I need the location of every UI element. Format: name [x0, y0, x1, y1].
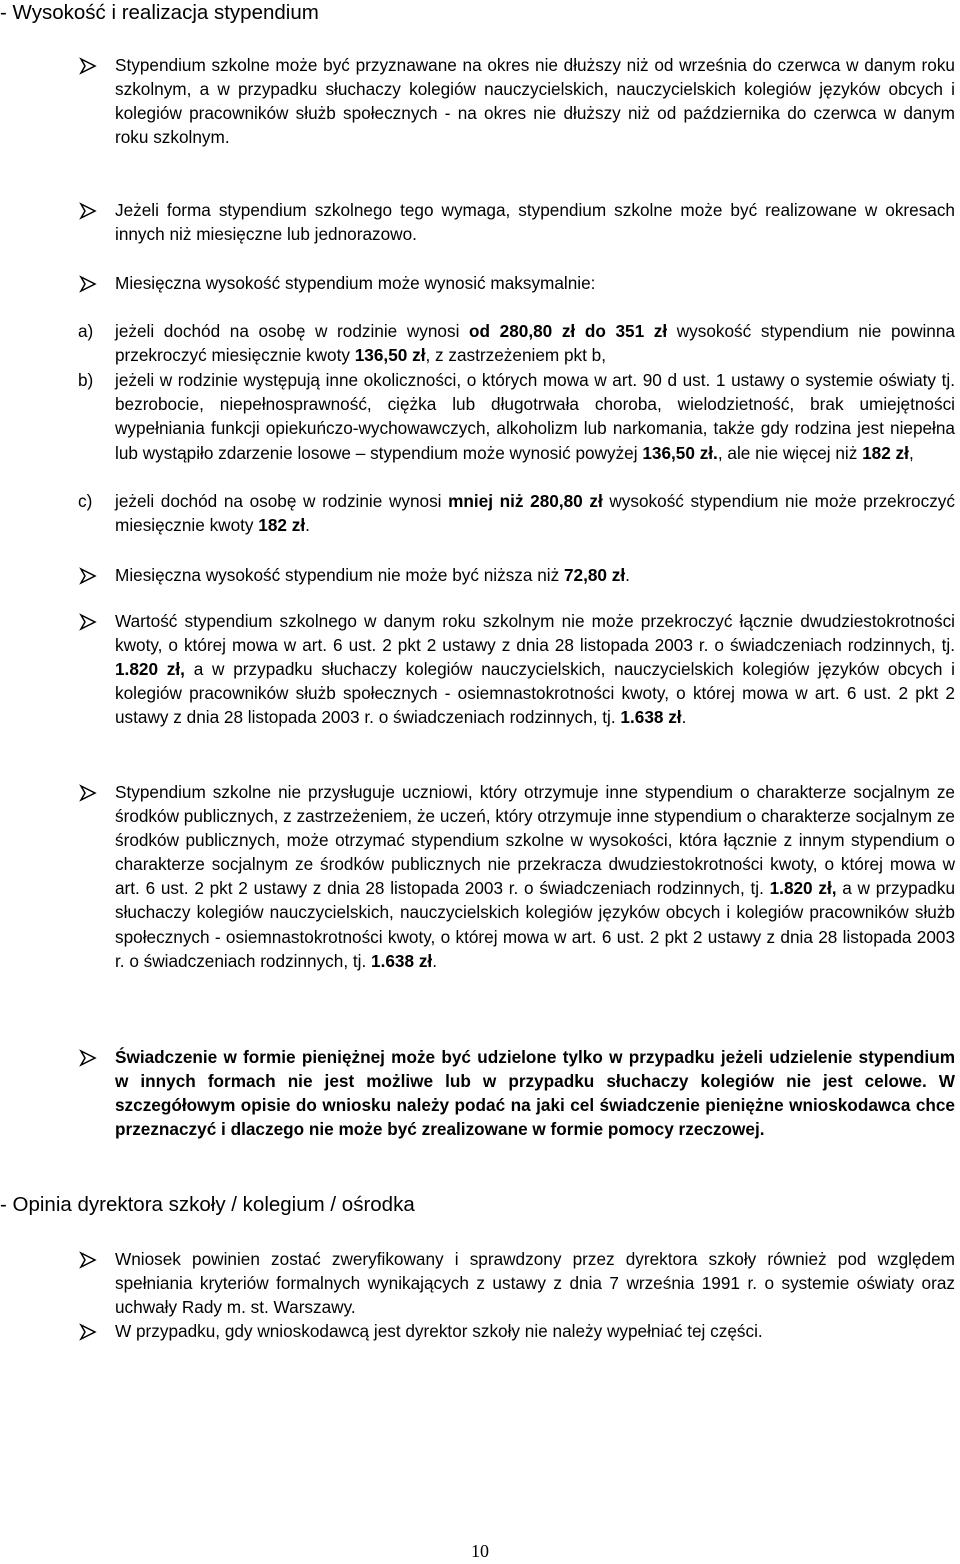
section-heading-amount: - Wysokość i realizacja stypendium [0, 1, 319, 24]
arrow-bullet-icon [78, 274, 98, 294]
list-item-label: b) [78, 370, 94, 390]
arrow-bullet-icon [78, 1048, 98, 1068]
list-item-label: a) [78, 321, 94, 341]
paragraph-min-amount: Miesięczna wysokość stypendium nie może być niższa niż 72,80 zł. [115, 565, 630, 585]
arrow-bullet-icon [78, 1322, 98, 1342]
section-heading-opinion: - Opinia dyrektora szkoły / kolegium / ośrodka [0, 1193, 415, 1216]
list-item-a: jeżeli dochód na osobę w rodzinie wynosi od 280,80 zł do 351 zł wysokość stypendium nie powinna przekroczyć miesięcznie kwoty 136,50 zł, z zastrzeżeniem pkt b, [115, 321, 955, 366]
paragraph-form: Jeżeli forma stypendium szkolnego tego wymaga, stypendium szkolne może być realizowane w okresach innych niż miesięczne lub jednorazowo. [115, 200, 955, 245]
paragraph-other-scholarship: Stypendium szkolne nie przysługuje uczniowi, który otrzymuje inne stypendium o charakterze socjalnym ze środków publicznych, z zastrzeżeniem, że uczeń, który otrzymuje inne stypendium o charakterze socjalnym ze środków publicznych, może otrzymać stypendium szkolne w wysokości, która łącznie z innym stypendium o charakterze socjalnym ze środków publicznych nie przekracza dwudziestokrotności kwoty, o której mowa w art. 6 ust. 2 pkt 2 ustawy z dnia 28 listopada 2003 r. o świadczeniach rodzinnych, tj. 1.820 zł, a w przypadku słuchaczy kolegiów nauczycielskich, nauczycielskich kolegiów języków obcych i kolegiów pracowników służb społecznych - osiemnastokrotności kwoty, o której mowa w art. 6 ust. 2 pkt 2 ustawy z dnia 28 listopada 2003 r. o świadczeniach rodzinnych, tj. 1.638 zł. [115, 782, 956, 971]
arrow-bullet-icon [78, 56, 98, 76]
page-number: 10 [471, 1541, 489, 1561]
paragraph-cash-benefit: Świadczenie w formie pieniężnej może być udzielone tylko w przypadku jeżeli udzielenie stypendium w innych formach nie jest możliwe lub w przypadku słuchaczy kolegiów nie jest celowe. W szczegółowym opisie do wniosku należy podać na jaki cel świadczenie pieniężne wnioskodawca chce przeznaczyć i dlaczego nie może być zrealizowane w formie pomocy rzeczowej. [115, 1047, 955, 1140]
paragraph-verification: Wniosek powinien zostać zweryfikowany i sprawdzony przez dyrektora szkoły również pod względem spełniania kryteriów formalnych wynikających z ustawy z dnia 7 września 1991 r. o systemie oświaty oraz uchwały Rady m. st. Warszawy. [115, 1249, 955, 1318]
arrow-bullet-icon [78, 612, 98, 632]
paragraph-total-value: Wartość stypendium szkolnego w danym roku szkolnym nie może przekroczyć łącznie dwudziestokrotności kwoty, o której mowa w art. 6 ust. 2 pkt 2 ustawy z dnia 28 listopada 2003 r. o świadczeniach rodzinnych, tj. 1.820 zł, a w przypadku słuchaczy kolegiów nauczycielskich, nauczycielskich kolegiów języków obcych i kolegiów pracowników służb społecznych - osiemnastokrotności kwoty, o której mowa w art. 6 ust. 2 pkt 2 ustawy z dnia 28 listopada 2003 r. o świadczeniach rodzinnych, tj. 1.638 zł. [115, 611, 955, 728]
list-item-b: jeżeli w rodzinie występują inne okoliczności, o których mowa w art. 90 d ust. 1 ustawy o systemie oświaty tj. bezrobocie, niepełnosprawność, ciężka lub długotrwała choroba, wielodzietność, brak umiejętności wypełniania funkcji opiekuńczo-wychowawczych, alkoholizm lub narkomania, także gdy rodzina jest niepełna lub wystąpiło zdarzenie losowe – stypendium może wynosić powyżej 136,50 zł., ale nie więcej niż 182 zł, [115, 370, 955, 463]
arrow-bullet-icon [78, 201, 98, 221]
list-item-label: c) [78, 491, 93, 511]
paragraph-period: Stypendium szkolne może być przyznawane na okres nie dłuższy niż od września do czerwca w danym roku szkolnym, a w przypadku słuchaczy kolegiów nauczycielskich, nauczycielskich kolegiów języków obcych i kolegiów pracowników służb społecznych - na okres nie dłuższy niż od października do czerwca w danym roku szkolnym. [115, 55, 955, 148]
arrow-bullet-icon [78, 783, 98, 803]
paragraph-director-applicant: W przypadku, gdy wnioskodawcą jest dyrektor szkoły nie należy wypełniać tej części. [115, 1321, 763, 1341]
list-item-c: jeżeli dochód na osobę w rodzinie wynosi mniej niż 280,80 zł wysokość stypendium nie może przekroczyć miesięcznie kwoty 182 zł. [115, 491, 955, 536]
arrow-bullet-icon [78, 1250, 98, 1270]
paragraph-max-amount: Miesięczna wysokość stypendium może wynosić maksymalnie: [115, 273, 596, 293]
arrow-bullet-icon [78, 566, 98, 586]
